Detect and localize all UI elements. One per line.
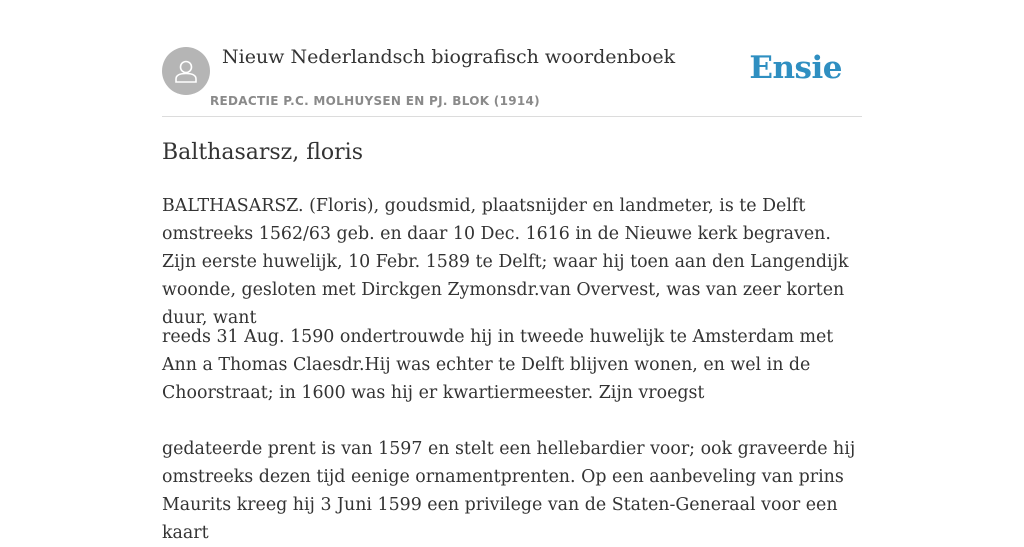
book-header — [162, 44, 862, 117]
entry-paragraph: reeds 31 Aug. 1590 ondertrouwde hij in tweede huwelijk te Amsterdam met Ann a Thomas Claesdr.Hij was echter te Delft blijven wonen, en wel in de Choorstraat; in 1600 was hij er kwartiermeester. Zijn vroegst — [162, 327, 834, 403]
book-title[interactable]: Nieuw Nederlandsch biografisch woordenboek — [222, 46, 676, 68]
entry-paragraph: gedateerde prent is van 1597 en stelt een hellebardier voor; ook graveerde hij omstreeks dezen tijd eenige ornamentprenten. Op een aanbeveling van prins Maurits kreeg hij 3 Juni 1599 een privilege van de Staten-Generaal voor een kaart — [162, 439, 856, 543]
entry-title: Balthasarsz, floris — [162, 140, 363, 165]
ensie-logo[interactable]: Ensie — [749, 50, 842, 86]
entry-paragraph: BALTHASARSZ. (Floris), goudsmid, plaatsnijder en landmeter, is te Delft omstreeks 1562/63 geb. en daar 10 Dec. 1616 in de Nieuwe kerk begraven. Zijn eerste huwelijk, 10 Febr. 1589 te Delft; waar hij toen aan den Langendijk woonde, gesloten met Dirckgen Zymonsdr.van Overvest, was van zeer korten duur, want — [162, 196, 849, 328]
user-icon — [171, 56, 201, 86]
author-avatar[interactable] — [162, 47, 210, 95]
book-subtitle: REDACTIE P.C. MOLHUYSEN EN PJ. BLOK (1914) — [210, 94, 540, 108]
